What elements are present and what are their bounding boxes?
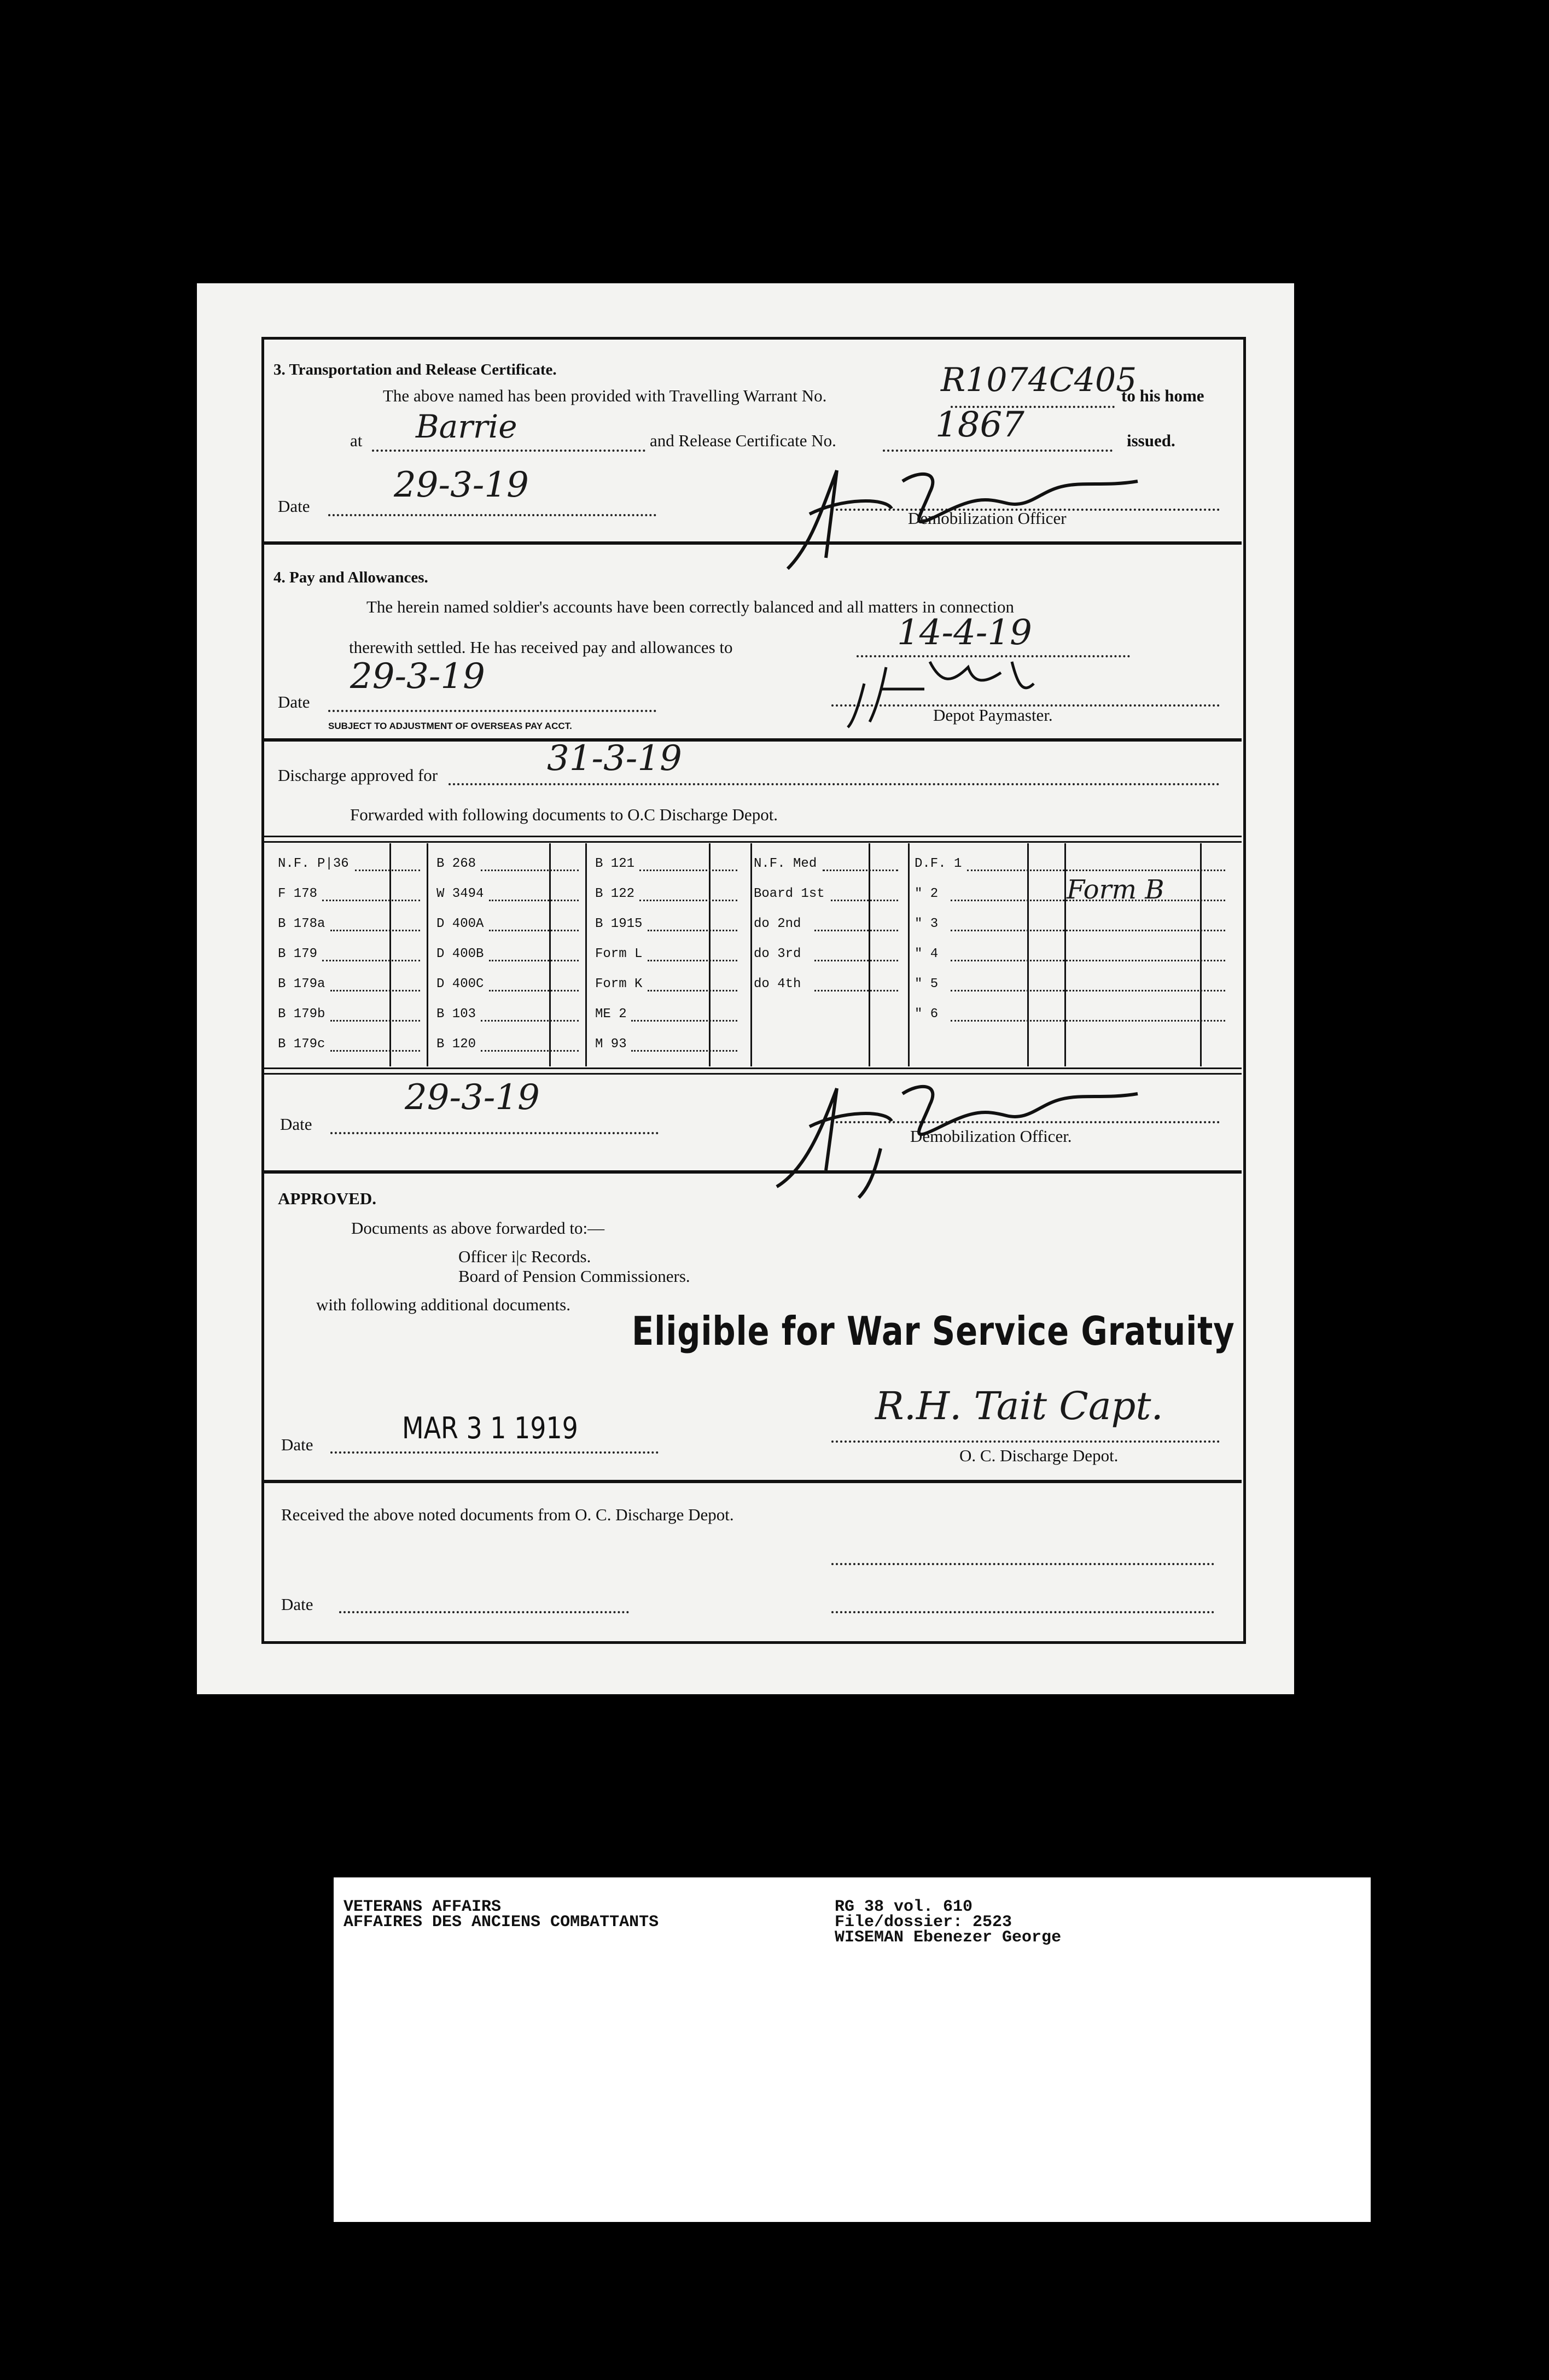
received-sign-dots-2 <box>831 1611 1214 1613</box>
card-left-line1: VETERANS AFFAIRS <box>343 1898 502 1916</box>
approved-date-label: Date <box>281 1435 313 1454</box>
approved-heading: APPROVED. <box>278 1189 376 1208</box>
table-cell-dots <box>814 960 898 961</box>
table-cell: B 120 <box>436 1037 476 1052</box>
table-cell-dots <box>481 870 579 871</box>
table-cell: N.F. P|36 <box>278 856 349 871</box>
table-cell-dots <box>631 1020 737 1022</box>
table-cell-dots <box>639 870 737 871</box>
table-bottom-rule <box>263 1068 1242 1069</box>
table-cell: M 93 <box>595 1037 627 1052</box>
table-cell-dots <box>648 960 737 961</box>
table-cell: do 3rd <box>754 947 801 961</box>
s4-date-value: 29-3-19 <box>350 656 485 697</box>
table-cell-dots <box>648 990 737 991</box>
table-cell: B 121 <box>595 856 635 871</box>
received-line: Received the above noted documents from O. C. Discharge Depot. <box>281 1505 734 1524</box>
section3-line1: The above named has been provided with Travelling Warrant No. <box>383 386 827 405</box>
table-cell-dots <box>481 1020 579 1022</box>
table-cell: B 103 <box>436 1007 476 1022</box>
table-cell-dots <box>330 1050 420 1052</box>
demob-signer-title: Demobilization Officer. <box>910 1127 1072 1146</box>
table-cell: " 5 <box>915 977 939 991</box>
table-cell-dots <box>489 900 579 901</box>
table-cell-dots <box>322 900 420 901</box>
paid-to-value: 14-4-19 <box>897 612 1032 653</box>
table-cell-dots <box>489 990 579 991</box>
table-cell: D 400A <box>436 917 484 931</box>
to-his-home: to his home <box>1121 386 1204 405</box>
s3-date-dots <box>328 514 656 516</box>
table-column-divider <box>750 843 752 1066</box>
table-cell: B 179b <box>278 1007 325 1022</box>
section4-line1: The herein named soldier's accounts have been correctly balanced and all matters in connection <box>366 597 1014 616</box>
table-cell: B 179a <box>278 977 325 991</box>
table-cell: B 122 <box>595 886 635 901</box>
received-date-label: Date <box>281 1595 313 1614</box>
table-cell-dots <box>951 930 1225 931</box>
table-cell: B 1915 <box>595 917 643 931</box>
gratuity-stamp: Eligible for War Service Gratuity <box>632 1308 1235 1354</box>
table-bottom-rule-2 <box>263 1073 1242 1075</box>
table-cell-dots <box>489 930 579 931</box>
table-cell-dots <box>831 900 898 901</box>
table-cell-dots <box>648 930 737 931</box>
archive-label-card <box>334 1877 1371 2222</box>
oc-sign-dots <box>831 1440 1220 1443</box>
table-cell: Form K <box>595 977 643 991</box>
table-column-divider <box>1200 843 1202 1066</box>
table-cell: N.F. Med <box>754 856 817 871</box>
demob-date-value: 29-3-19 <box>405 1077 540 1118</box>
table-cell-dots <box>951 960 1225 961</box>
table-column-divider <box>1064 843 1066 1066</box>
table-cell-dots <box>322 960 420 961</box>
table-cell: Form L <box>595 947 643 961</box>
table-cell: do 4th <box>754 977 801 991</box>
table-column-divider <box>869 843 870 1066</box>
received-date-dots <box>339 1611 629 1613</box>
table-cell: W 3494 <box>436 886 484 901</box>
table-cell: F 178 <box>278 886 318 901</box>
demob-date-dots <box>330 1132 659 1134</box>
table-column-divider <box>585 843 587 1066</box>
demob-date-label: Date <box>280 1115 312 1134</box>
approved-line4: with following additional documents. <box>316 1295 570 1314</box>
approved-date-stamp: MAR 3 1 1919 <box>402 1411 578 1445</box>
home-place: Barrie <box>416 408 517 445</box>
table-cell-dots <box>951 990 1225 991</box>
issued-label: issued. <box>1127 431 1175 450</box>
table-cell: D.F. 1 <box>915 856 962 871</box>
table-cell: Board 1st <box>754 886 825 901</box>
table-cell-dots <box>823 870 898 871</box>
table-cell-dots <box>481 1050 579 1052</box>
table-cell-dots <box>330 1020 420 1022</box>
table-cell: B 179c <box>278 1037 325 1052</box>
oc-title: O. C. Discharge Depot. <box>959 1446 1119 1465</box>
oc-signature: R.H. Tait Capt. <box>875 1384 1163 1428</box>
divider <box>263 1480 1242 1483</box>
s4-date-dots <box>328 710 656 712</box>
table-cell: D 400C <box>436 977 484 991</box>
table-cell-dots <box>631 1050 737 1052</box>
table-cell: B 178a <box>278 917 325 931</box>
s3-signer-title: Demobilization Officer <box>908 509 1067 528</box>
s3-date-value: 29-3-19 <box>394 465 529 505</box>
table-cell-dots <box>951 1020 1225 1022</box>
paymaster-title: Depot Paymaster. <box>933 705 1053 725</box>
table-cell: " 4 <box>915 947 939 961</box>
received-sign-dots <box>831 1563 1214 1565</box>
table-cell-dots <box>814 930 898 931</box>
adjustment-stamp: SUBJECT TO ADJUSTMENT OF OVERSEAS PAY ACCT. <box>328 721 572 731</box>
approved-date-dots <box>330 1451 659 1454</box>
release-label: and Release Certificate No. <box>650 431 836 450</box>
table-cell: " 2 <box>915 886 939 901</box>
table-column-divider <box>389 843 391 1066</box>
table-cell-dots <box>814 990 898 991</box>
table-top-rule <box>263 836 1242 837</box>
table-cell: do 2nd <box>754 917 801 931</box>
approved-line2: Officer i|c Records. <box>458 1247 591 1266</box>
table-column-divider <box>1027 843 1029 1066</box>
divider <box>263 738 1242 742</box>
table-cell: B 268 <box>436 856 476 871</box>
s3-date-label: Date <box>278 497 310 516</box>
table-cell-dots <box>330 990 420 991</box>
table-cell: " 6 <box>915 1007 939 1022</box>
section4-line2: therewith settled. He has received pay and allowances to <box>349 638 733 657</box>
form-b-note: Form B <box>1067 874 1164 905</box>
table-top-rule-2 <box>263 841 1242 843</box>
divider <box>263 541 1242 545</box>
table-cell: " 3 <box>915 917 939 931</box>
at-label: at <box>350 431 363 450</box>
approved-line1: Documents as above forwarded to:— <box>351 1218 605 1238</box>
section4-heading: 4. Pay and Allowances. <box>273 569 428 586</box>
divider <box>263 1170 1242 1174</box>
table-cell-dots <box>355 870 420 871</box>
warrant-number: R1074C405 <box>941 361 1137 399</box>
discharge-approved-value: 31-3-19 <box>547 738 682 779</box>
table-cell-dots <box>967 870 1225 871</box>
table-cell: D 400B <box>436 947 484 961</box>
table-cell: B 179 <box>278 947 318 961</box>
card-left-line2: AFFAIRES DES ANCIENS COMBATTANTS <box>343 1913 659 1932</box>
table-column-divider <box>549 843 551 1066</box>
forwarded-label: Forwarded with following documents to O.C Discharge Depot. <box>350 805 778 824</box>
table-column-divider <box>427 843 428 1066</box>
release-number: 1867 <box>935 405 1024 445</box>
table-column-divider <box>908 843 910 1066</box>
table-cell: ME 2 <box>595 1007 627 1022</box>
table-column-divider <box>709 843 711 1066</box>
section3-heading: 3. Transportation and Release Certificate. <box>273 361 557 378</box>
home-dots <box>372 450 645 452</box>
approved-line3: Board of Pension Commissioners. <box>458 1267 690 1286</box>
card-right-line1: RG 38 vol. 610 <box>835 1898 973 1916</box>
s4-date-label: Date <box>278 692 310 711</box>
table-cell-dots <box>330 930 420 931</box>
table-cell-dots <box>489 960 579 961</box>
card-right-line2: File/dossier: 2523 <box>835 1913 1012 1932</box>
discharge-dots <box>449 783 1220 785</box>
discharge-approved-label: Discharge approved for <box>278 766 438 785</box>
card-right-line3: WISEMAN Ebenezer George <box>835 1928 1062 1947</box>
table-cell-dots <box>639 900 737 901</box>
